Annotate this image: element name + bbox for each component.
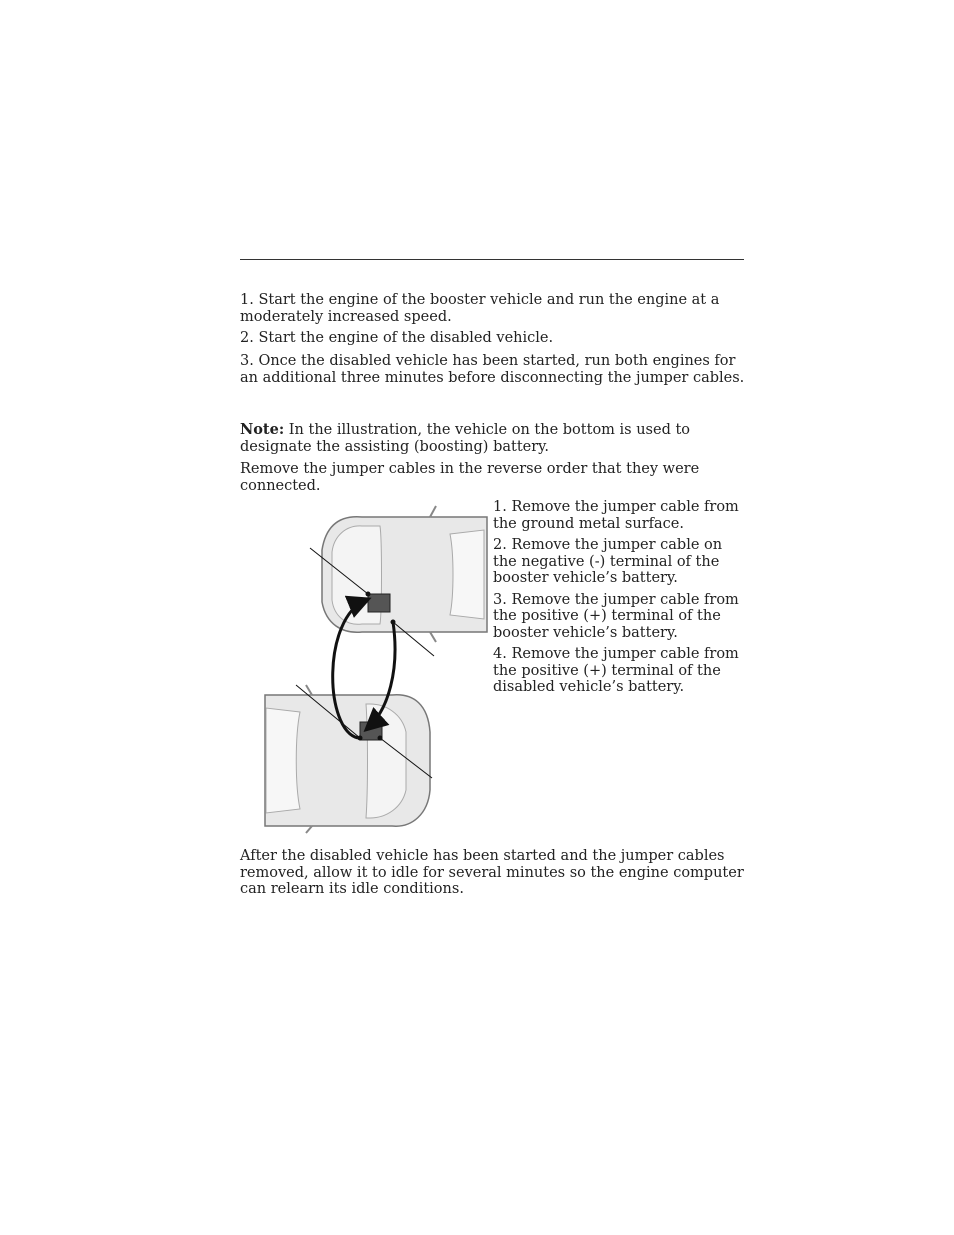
removal-step-2: 2. Remove the jumper cable on the negative (-) terminal of the booster vehicle’s battery.	[493, 537, 723, 586]
note-text: In the illustration, the vehicle on the bottom is used to designate the assisting (boosting) battery.	[240, 422, 691, 455]
step-start-engine-booster: 1. Start the engine of the booster vehicle and run the engine at a moderately increased speed.	[240, 292, 720, 325]
removal-step-1: 1. Remove the jumper cable from the ground metal surface.	[493, 499, 739, 532]
disabled-battery-icon	[368, 594, 390, 612]
removal-step-3: 3. Remove the jumper cable from the positive (+) terminal of the booster vehicle’s battery.	[493, 591, 739, 641]
header-rule	[240, 259, 744, 260]
step-start-engine-disabled: 2. Start the engine of the disabled vehicle.	[240, 330, 554, 346]
note-paragraph	[240, 422, 745, 455]
disabled-vehicle	[322, 506, 487, 642]
note-label: Note:	[240, 421, 285, 438]
removal-step-4: 4. Remove the jumper cable from the positive (+) terminal of the disabled vehicle’s battery.	[493, 646, 739, 695]
remove-intro: Remove the jumper cables in the reverse order that they were connected.	[240, 461, 700, 494]
closing-paragraph: After the disabled vehicle has been started and the jumper cables removed, allow it to idle for several minutes so the engine computer can relearn its idle conditions.	[240, 848, 744, 897]
step-run-both-engines: 3. Once the disabled vehicle has been started, run both engines for an additional three minutes before disconnecting the jumper cables.	[240, 353, 745, 386]
removal-steps	[493, 499, 743, 701]
jump-start-illustration	[262, 500, 492, 835]
booster-vehicle	[265, 685, 430, 833]
